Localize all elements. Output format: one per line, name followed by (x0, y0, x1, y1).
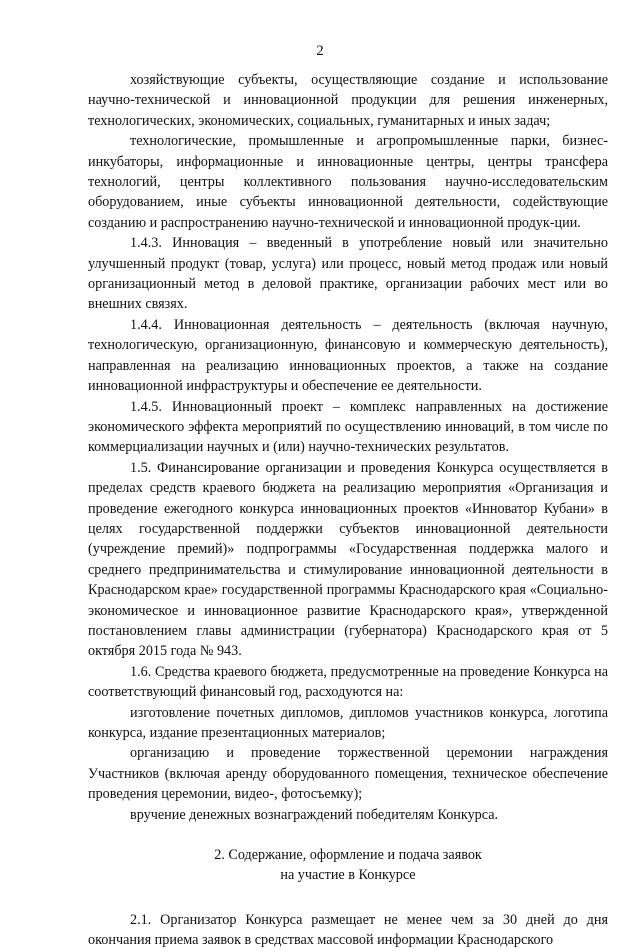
section-title-line-1: 2. Содержание, оформление и подача заявок (214, 847, 482, 864)
paragraph-diplomas: изготовление почетных дипломов, дипломов участников конкурса, логотипа конкурса, издание презентационных материалов; (88, 704, 608, 741)
section-title-line-2: на участие в Конкурсе (280, 867, 416, 884)
paragraph-technoparks: технологические, промышленные и агропромышленные парки, бизнес-инкубаторы, информационные и инновационные центры, центры трансфера технологий, центры коллективного пользования научно-исследовательским оборудованием, иные субъекты инновационной деятельности, содействующие созданию и распространению научно-технической и инновационной продук-ции. (88, 133, 608, 231)
paragraph-1-4-5: 1.4.5. Инновационный проект – комплекс направленных на достижение экономического эффекта мероприятий по осуществлению инноваций, в том числе по коммерциализации научных и (или) научно-технических результатов. (88, 398, 608, 456)
paragraph-1-6: 1.6. Средства краевого бюджета, предусмотренные на проведение Конкурса на соответствующий финансовый год, расходуются на: (88, 663, 608, 701)
paragraph-1-5: 1.5. Финансирование организации и проведения Конкурса осуществляется в пределах средств краевого бюджета на реализацию мероприятия «Организация и проведение ежегодного конкурса инновационных проектов «Инноватор Кубани» в целях государственной поддержки субъектов инновационной деятельности (учреждение премий)» подпрограммы «Государственная поддержка малого и среднего предпринимательства и стимулирование инновационной деятельности в Краснодарском крае» государственной программы Краснодарского края «Социально-экономическое и инновационное развитие Краснодарского края», утвержденной постановлением главы администрации (губернатора) Краснодарского края от 5 октября 2015 года № 943. (88, 459, 608, 660)
paragraph-awards: вручение денежных вознаграждений победителям Конкурса. (130, 806, 499, 823)
paragraph-2-1: 2.1. Организатор Конкурса размещает не менее чем за 30 дней до дня окончания приема заявок в средствах массовой информации Краснодарского (88, 911, 608, 949)
page-number: 2 (316, 43, 324, 59)
paragraph-business-entities: хозяйствующие субъекты, осуществляющие создание и использование научно-технической и инновационной продукции для решения инженерных, технологических, экономических, социальных, гуманитарных и иных задач; (88, 72, 608, 129)
section-title (88, 845, 608, 886)
paragraph-1-4-4: 1.4.4. Инновационная деятельность – деятельность (включая научную, технологическую, организационную, финансовую и коммерческую деятельность), направленная на реализацию инновационных проектов, а также на создание инновационной инфраструктуры и обеспечение ее деятельности. (88, 316, 608, 395)
paragraph-ceremony: организацию и проведение торжественной церемонии награждения Участников (включая аренду оборудованного помещения, техническое обеспечение проведения церемонии, видео-, фотосъемку); (88, 745, 608, 803)
document-body (88, 70, 608, 951)
paragraph-1-4-3: 1.4.3. Инновация – введенный в употребление новый или значительно улучшенный продукт (товар, услуга) или процесс, новый метод продаж или новый организационный метод в деловой практике, организации рабочих мест или во внешних связях. (88, 235, 608, 313)
